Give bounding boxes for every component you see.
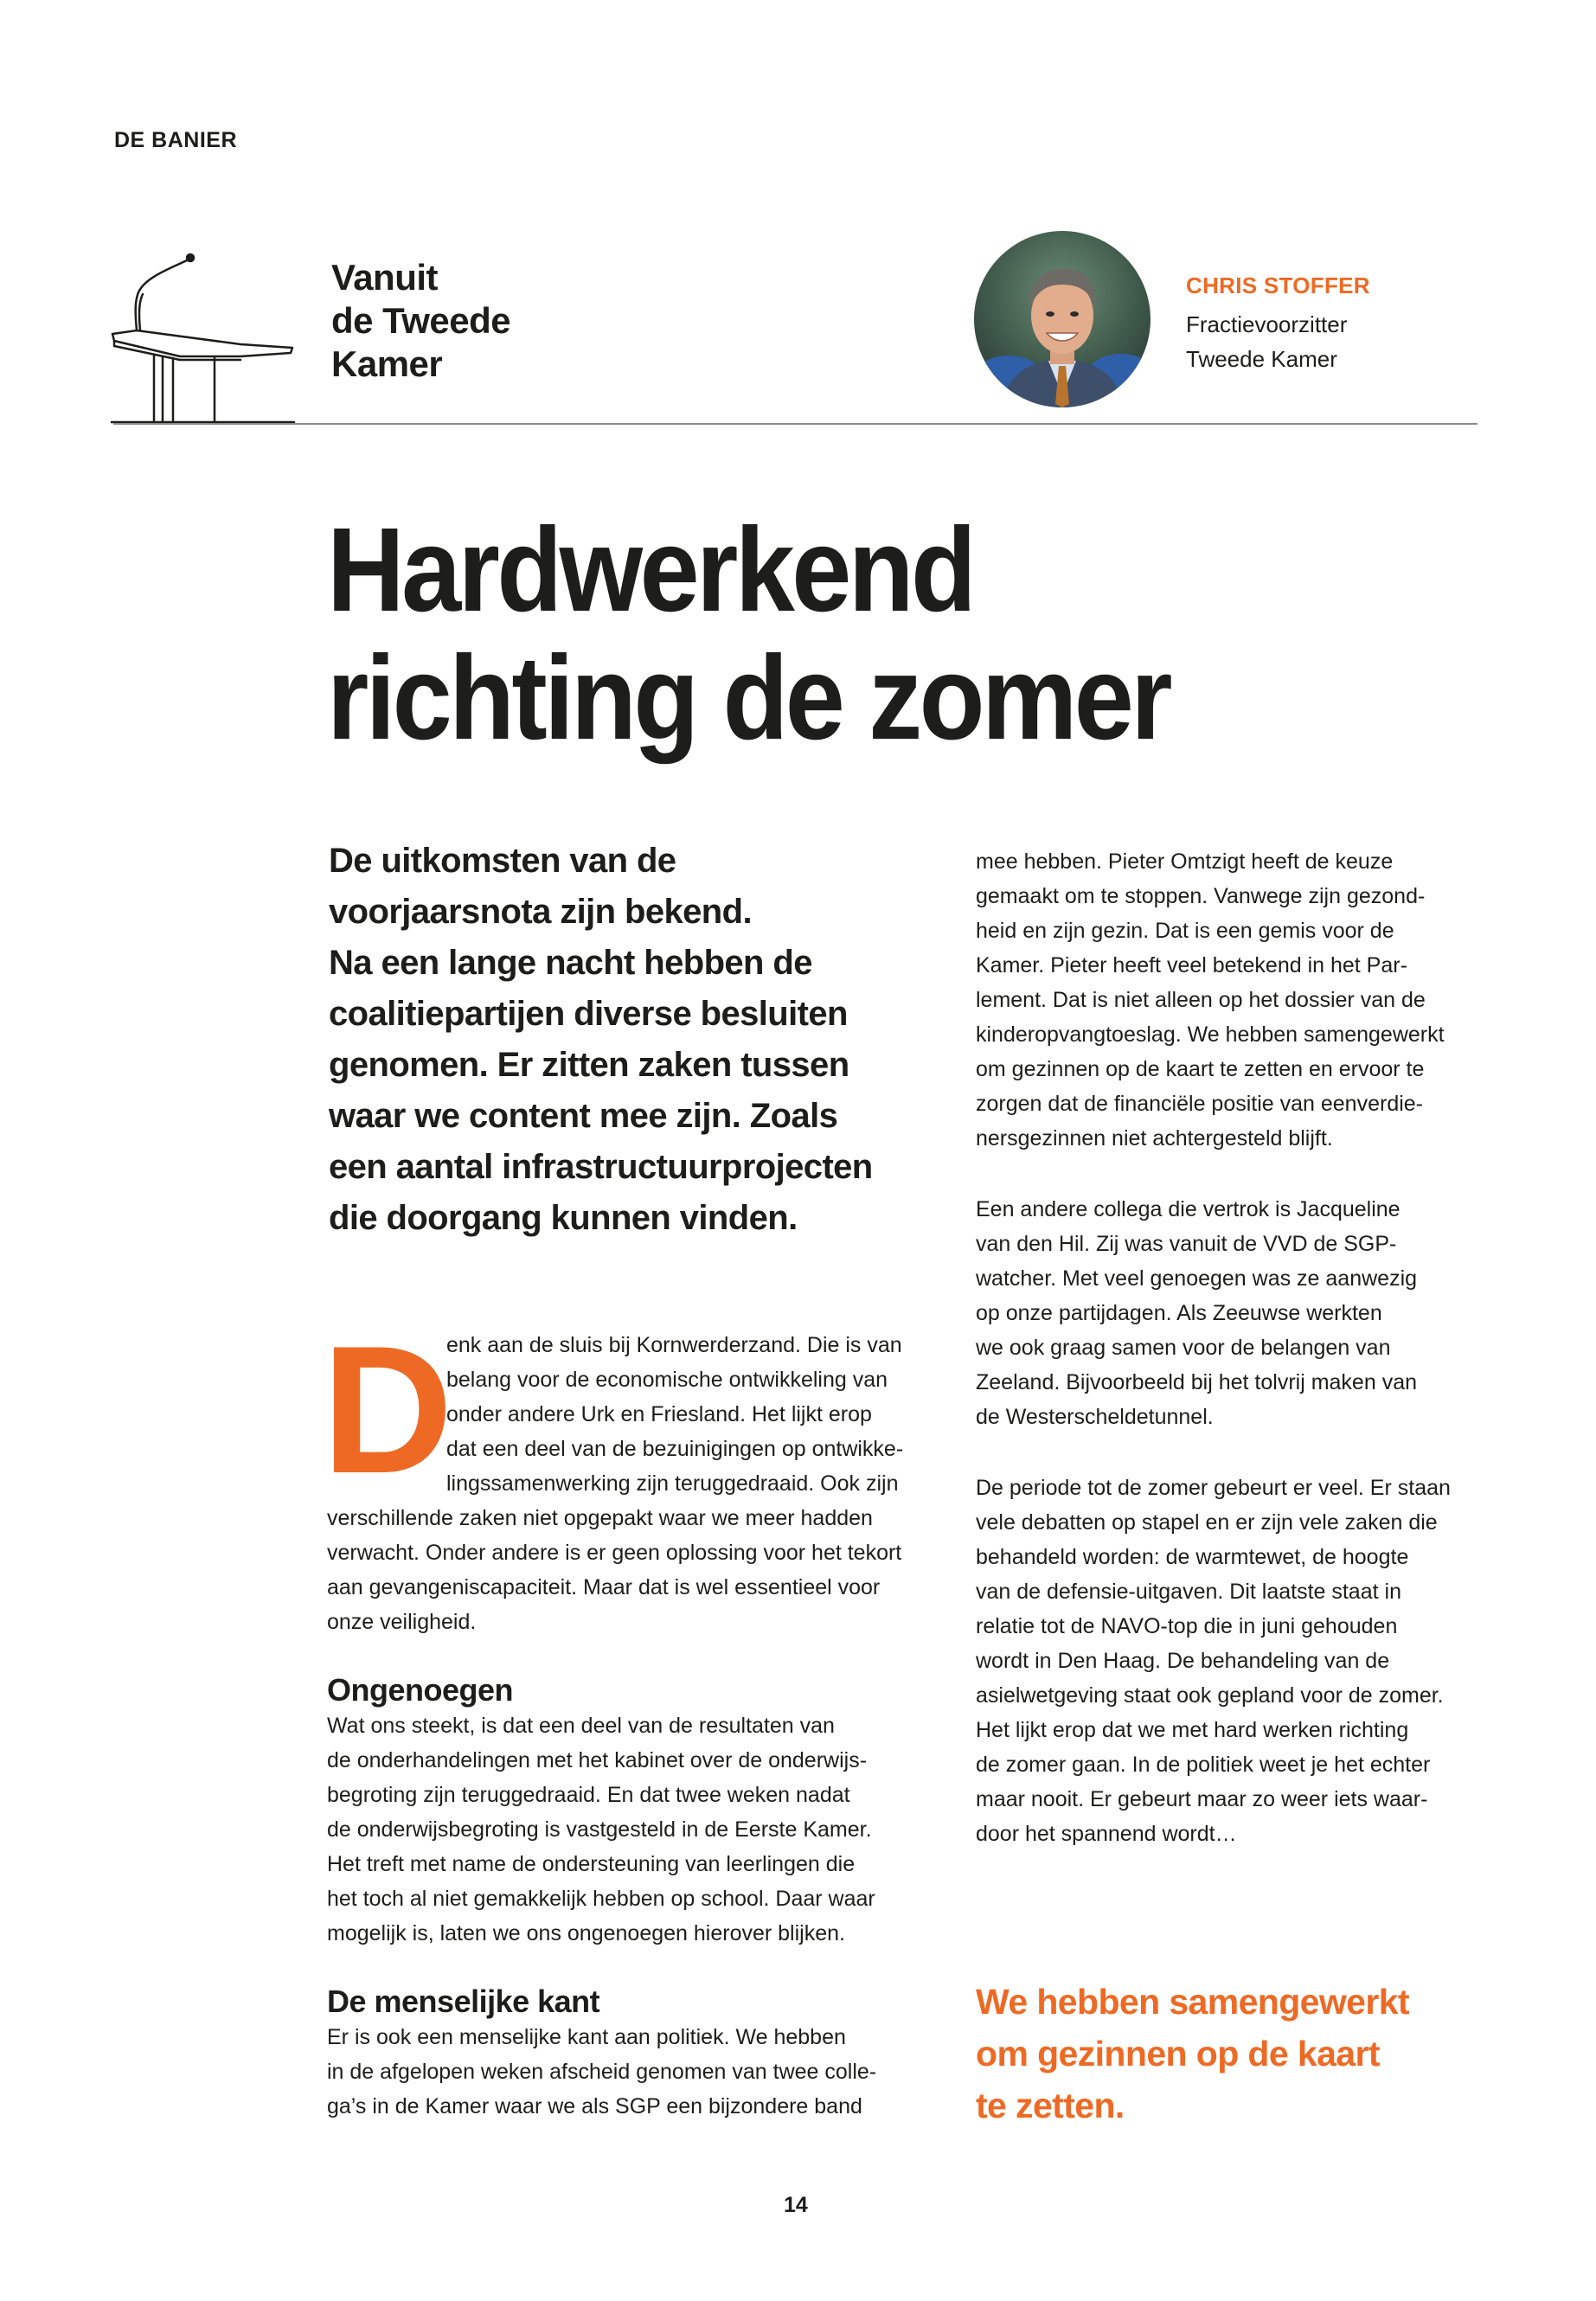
lead-line: voorjaarsnota zijn bekend. — [329, 893, 752, 931]
body-line: Het treft met name de ondersteuning van leerlingen die — [327, 1852, 856, 1876]
author-role-line-1: Fractievoorzitter — [1186, 311, 1348, 337]
body-line: we ook graag samen voor de belangen van — [976, 1336, 1391, 1360]
lectern-microphone-icon — [111, 251, 296, 424]
author-name: CHRIS STOFFER — [1186, 272, 1370, 298]
body-line: behandeld worden: de warmtewet, de hoogte — [976, 1545, 1409, 1569]
body-line: de Westerscheldetunnel. — [976, 1405, 1214, 1429]
body-line: Het lijkt erop dat we met hard werken richting — [976, 1718, 1409, 1742]
body-line: belang voor de economische ontwikkeling van — [446, 1368, 888, 1392]
body-line: onder andere Urk en Friesland. Het lijkt erop — [446, 1402, 872, 1426]
body-line: verwacht. Onder andere is er geen oplossing voor het tekort — [327, 1541, 902, 1565]
body-line: begroting zijn teruggedraaid. En dat twee weken nadat — [327, 1783, 850, 1807]
article-headline — [327, 503, 1170, 765]
body-line: onze veiligheid. — [327, 1610, 477, 1634]
section-ongenoegen-body — [327, 1708, 950, 1951]
subheading-ongenoegen: Ongenoegen — [327, 1672, 514, 1708]
body-line: van de defensie-uitgaven. Dit laatste staat in — [976, 1580, 1401, 1604]
body-line: Een andere collega die vertrok is Jacqueline — [976, 1197, 1401, 1221]
headline-line-1: Hardwerkend — [327, 503, 974, 637]
author-avatar — [974, 231, 1151, 407]
lead-line: Na een lange nacht hebben de — [329, 944, 812, 982]
body-line: mogelijk is, laten we ons ongenoegen hierover blijken. — [327, 1921, 845, 1945]
body-line: De periode tot de zomer gebeurt er veel. Er staan — [976, 1476, 1451, 1500]
section-title — [331, 256, 510, 386]
magazine-name: DE BANIER — [114, 128, 238, 152]
body-line: Zeeland. Bijvoorbeeld bij het tolvrij maken van — [976, 1370, 1417, 1394]
header-divider — [113, 423, 1477, 425]
body-line: maar nooit. Er gebeurt maar zo weer iets waar- — [976, 1787, 1428, 1811]
body-line: mee hebben. Pieter Omtzigt heeft de keuze — [976, 849, 1394, 874]
body-line: op onze partijdagen. Als Zeeuwse werkten — [976, 1301, 1382, 1325]
lead-line: De uitkomsten van de — [329, 842, 676, 880]
right-paragraph-zomer — [976, 1471, 1495, 1851]
section-title-line-1: Vanuit — [331, 257, 439, 298]
body-line: om gezinnen op de kaart te zetten en ervoor te — [976, 1057, 1425, 1081]
body-line: heid en zijn gezin. Dat is een gemis voor de — [976, 919, 1394, 943]
lead-line: een aantal infrastructuurprojecten — [329, 1148, 873, 1186]
body-line: nersgezinnen niet achtergesteld blijft. — [976, 1126, 1333, 1150]
body-line: door het spannend wordt… — [976, 1822, 1237, 1846]
right-paragraph-van-den-hil — [976, 1192, 1495, 1434]
body-line: zorgen dat de financiële positie van eenverdie- — [976, 1092, 1424, 1116]
body-line: van den Hil. Zij was vanuit de VVD de SGP- — [976, 1232, 1397, 1256]
drop-cap: D — [322, 1308, 448, 1511]
lead-line: waar we content mee zijn. Zoals — [329, 1097, 838, 1135]
lead-line: die doorgang kunnen vinden. — [329, 1199, 798, 1237]
lead-line: coalitiepartijen diverse besluiten — [329, 995, 848, 1033]
body-line: wordt in Den Haag. De behandeling van de — [976, 1649, 1390, 1673]
body-line: aan gevangeniscapaciteit. Maar dat is wel essentieel voor — [327, 1575, 881, 1599]
body-line: ga’s in de Kamer waar we als SGP een bijzondere band — [327, 2094, 862, 2118]
body-line: enk aan de sluis bij Kornwerderzand. Die is van — [446, 1333, 902, 1357]
body-line: gemaakt om te stoppen. Vanwege zijn gezond- — [976, 884, 1426, 908]
body-line: vele debatten op stapel en er zijn vele zaken die — [976, 1510, 1438, 1535]
intro-full-lines — [327, 1501, 950, 1639]
pull-quote-line: We hebben samengewerkt — [976, 1982, 1409, 2022]
page-number: 14 — [784, 2193, 808, 2217]
intro-wrapped-lines — [446, 1328, 903, 1501]
author-role — [1186, 307, 1347, 376]
body-line: asielwetgeving staat ook gepland voor de zomer. — [976, 1683, 1444, 1708]
body-line: kinderopvangtoeslag. We hebben samengewerkt — [976, 1022, 1445, 1047]
body-line: de onderhandelingen met het kabinet over de onderwijs- — [327, 1748, 868, 1772]
body-line: lement. Dat is niet alleen op het dossier van de — [976, 988, 1426, 1012]
section-title-line-2: de Tweede — [331, 300, 511, 341]
body-line: de zomer gaan. In de politiek weet je het echter — [976, 1753, 1431, 1777]
body-line: Er is ook een menselijke kant aan politiek. We hebben — [327, 2025, 846, 2049]
section-title-line-3: Kamer — [331, 343, 443, 384]
body-line: watcher. Met veel genoegen was ze aanwezig — [976, 1266, 1418, 1291]
body-line: verschillende zaken niet opgepakt waar we meer hadden — [327, 1506, 873, 1530]
right-paragraph-omtzigt — [976, 844, 1495, 1156]
pull-quote — [976, 1976, 1495, 2131]
subheading-menselijke-kant: De menselijke kant — [327, 1984, 600, 2019]
body-line: in de afgelopen weken afscheid genomen van twee colle- — [327, 2060, 877, 2084]
pull-quote-line: te zetten. — [976, 2086, 1125, 2125]
body-line: Wat ons steekt, is dat een deel van de resultaten van — [327, 1714, 835, 1738]
article-lead — [329, 836, 969, 1244]
body-line: de onderwijsbegroting is vastgesteld in de Eerste Kamer. — [327, 1817, 872, 1842]
body-line: lingssamenwerking zijn teruggedraaid. Ook zijn — [446, 1471, 899, 1496]
section-menselijke-kant-body — [327, 2020, 950, 2124]
body-line: het toch al niet gemakkelijk hebben op school. Daar waar — [327, 1887, 875, 1911]
lead-line: genomen. Er zitten zaken tussen — [329, 1046, 849, 1084]
body-line: relatie tot de NAVO-top die in juni gehouden — [976, 1614, 1398, 1638]
author-role-line-2: Tweede Kamer — [1186, 346, 1337, 372]
pull-quote-line: om gezinnen op de kaart — [976, 2034, 1380, 2073]
headline-line-2: richting de zomer — [327, 631, 1170, 765]
body-line: dat een deel van de bezuinigingen op ontwikke- — [446, 1437, 904, 1461]
body-line: Kamer. Pieter heeft veel betekend in het Par- — [976, 953, 1407, 977]
